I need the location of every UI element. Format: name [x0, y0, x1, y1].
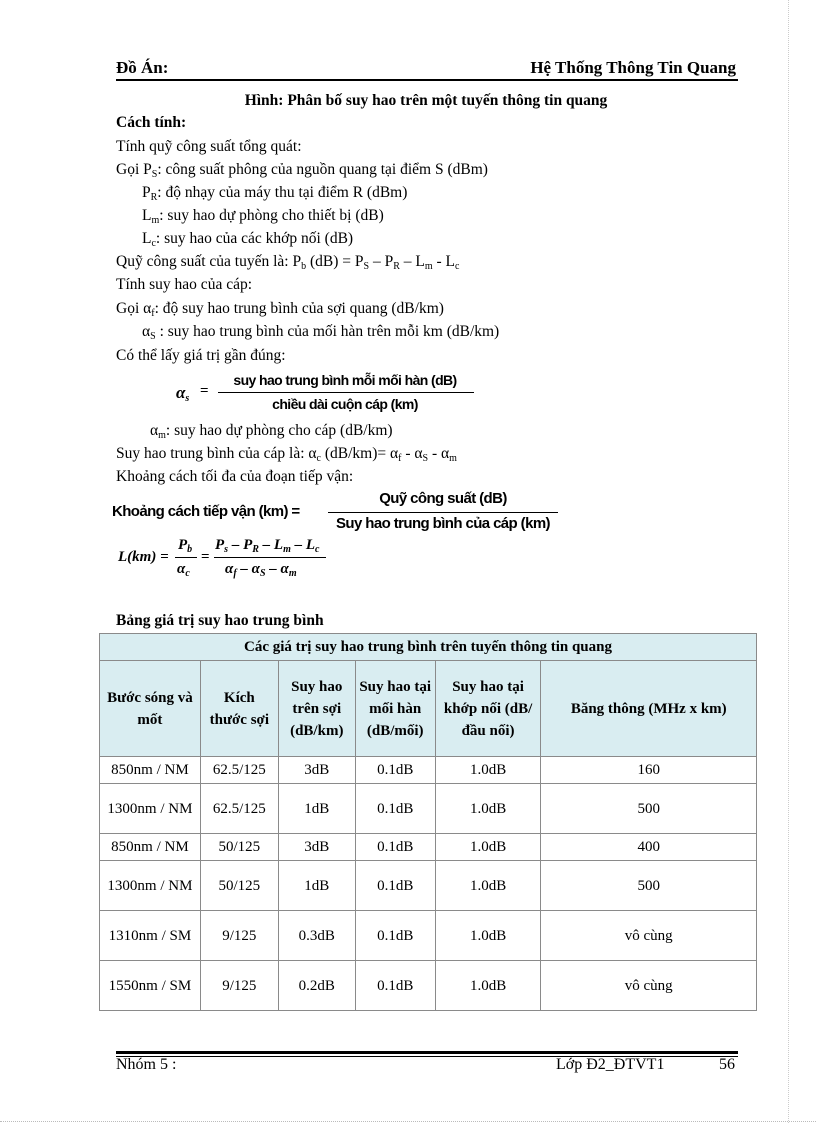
table-cell: 0.1dB — [355, 757, 435, 784]
header-left: Đồ Án: — [116, 58, 169, 77]
formula1-eq: = — [200, 383, 209, 399]
formula3-frac1-den: $\alpha_c$ — [177, 561, 190, 579]
table-cell: 1310nm / SM — [100, 911, 201, 961]
table-cell: vô cùng — [541, 961, 757, 1011]
table-cell: 400 — [541, 834, 757, 861]
table-row — [100, 784, 757, 834]
table-cell: 0.3dB — [278, 911, 355, 961]
table-cell: 1.0dB — [435, 961, 541, 1011]
header-rule — [116, 79, 738, 81]
formula2-lhs: Khoảng cách tiếp vận (km) = — [112, 503, 300, 520]
text-line-approx: Có thể lấy giá trị gần đúng: — [116, 347, 286, 364]
page-edge-bottom — [0, 1121, 816, 1122]
formula2-numerator: Quỹ công suất (dB) — [379, 490, 507, 507]
table-cell: 1300nm / NM — [100, 861, 201, 911]
table-header: Kích thước sợi — [200, 661, 278, 757]
table-cell: 0.1dB — [355, 961, 435, 1011]
table-cell: 160 — [541, 757, 757, 784]
table-cell: vô cùng — [541, 911, 757, 961]
text-line-lc: $L_c$: suy hao của các khớp nối (dB) — [142, 230, 354, 249]
formula3-bar — [214, 557, 326, 558]
table-cell: 9/125 — [200, 961, 278, 1011]
loss-table — [99, 633, 757, 1011]
table-cell: 1.0dB — [435, 861, 541, 911]
table-header: Suy hao trên sợi (dB/km) — [278, 661, 355, 757]
table-cell: 0.1dB — [355, 784, 435, 834]
formula2-denominator: Suy hao trung bình của cáp (km) — [336, 515, 550, 532]
formula3-num: $P_s - P_R - L_m - L_c$ — [215, 537, 320, 555]
text-line-1: Tính quỹ công suất tổng quát: — [116, 138, 302, 155]
table-cell: 50/125 — [200, 861, 278, 911]
figure-caption: Hình: Phân bố suy hao trên một tuyến thông tin quang — [244, 92, 608, 109]
footer-right: Lớp Đ2_ĐTVT1 — [556, 1056, 665, 1073]
table-cell: 62.5/125 — [200, 757, 278, 784]
table-row — [100, 961, 757, 1011]
text-line-pr: $P_R$: độ nhạy của máy thu tại điểm R (dBm) — [142, 184, 408, 203]
table-cell: 3dB — [278, 834, 355, 861]
text-line-cable-loss: Tính suy hao của cáp: — [116, 276, 253, 293]
table-row — [100, 834, 757, 861]
page-number: 56 — [719, 1056, 735, 1073]
table-caption: Các giá trị suy hao trung bình trên tuyến thông tin quang — [100, 634, 757, 661]
table-row — [100, 911, 757, 961]
table-cell: 500 — [541, 861, 757, 911]
table-cell: 9/125 — [200, 911, 278, 961]
table-header: Băng thông (MHz x km) — [541, 661, 757, 757]
formula3-frac1-num: $P_b$ — [178, 537, 193, 555]
section-title: Cách tính: — [116, 114, 187, 131]
table-row — [100, 757, 757, 784]
table-cell: 1300nm / NM — [100, 784, 201, 834]
header-right: Hệ Thống Thông Tin Quang — [530, 58, 736, 77]
text-line-alpha-f: Gọi $\alpha_f$: độ suy hao trung bình của sợi quang (dB/km) — [116, 300, 444, 319]
formula1-numerator: suy hao trung bình mỗi mối hàn (dB) — [233, 372, 457, 388]
formula1-bar — [218, 392, 474, 393]
table-cell: 3dB — [278, 757, 355, 784]
table-row — [100, 861, 757, 911]
footer-rule-thick — [116, 1051, 738, 1054]
table-header: Suy hao tại khớp nối (dB/đầu nối) — [435, 661, 541, 757]
text-line-alpha-m: $\alpha_m$: suy hao dự phòng cho cáp (dB/km) — [150, 422, 393, 441]
table-cell: 1.0dB — [435, 834, 541, 861]
formula3-lhs: L(km) = — [118, 549, 169, 565]
formula3-frac1-bar — [175, 557, 197, 558]
table-cell: 62.5/125 — [200, 784, 278, 834]
text-line-max-distance: Khoảng cách tối đa của đoạn tiếp vận: — [116, 468, 354, 485]
table-cell: 850nm / NM — [100, 757, 201, 784]
table-cell: 50/125 — [200, 834, 278, 861]
table-cell: 0.1dB — [355, 834, 435, 861]
formula3-eq: = — [201, 549, 210, 565]
text-line-ps: Gọi $P_S$: công suất phông của nguồn quang tại điểm S (dBm) — [116, 161, 488, 180]
table-cell: 500 — [541, 784, 757, 834]
table-title: Bảng giá trị suy hao trung bình — [116, 612, 324, 629]
table-cell: 1.0dB — [435, 911, 541, 961]
table-header: Bước sóng và mốt — [100, 661, 201, 757]
text-line-avg-cable: Suy hao trung bình của cáp là: $\alpha_c$ $(dB/km)= \alpha_f - \alpha_S - \alpha_m$ — [116, 445, 457, 464]
formula1-denominator: chiều dài cuộn cáp (km) — [272, 396, 418, 412]
table-cell: 1.0dB — [435, 784, 541, 834]
table-cell: 1.0dB — [435, 757, 541, 784]
table-cell: 0.1dB — [355, 911, 435, 961]
text-line-alpha-s: $\alpha_S$ : suy hao trung bình của mối hàn trên mỗi km (dB/km) — [142, 323, 500, 342]
page-edge-right — [788, 0, 789, 1123]
formula3-den: $\alpha_f - \alpha_S - \alpha_m$ — [225, 561, 297, 579]
table-cell: 1dB — [278, 784, 355, 834]
formula2-bar — [328, 512, 558, 513]
table-header: Suy hao tại mối hàn (dB/mối) — [355, 661, 435, 757]
footer-left: Nhóm 5 : — [116, 1056, 177, 1073]
table-cell: 850nm / NM — [100, 834, 201, 861]
text-line-power-budget: Quỹ công suất của tuyến là: $P_b$ $(dB) = P_S - P_R - L_m - L_c$ — [116, 253, 460, 272]
formula1-lhs: $\alpha_s$ — [176, 383, 190, 404]
table-cell: 0.2dB — [278, 961, 355, 1011]
table-cell: 1550nm / SM — [100, 961, 201, 1011]
table-cell: 1dB — [278, 861, 355, 911]
table-cell: 0.1dB — [355, 861, 435, 911]
text-line-lm: $L_m$: suy hao dự phòng cho thiết bị (dB) — [142, 207, 384, 226]
